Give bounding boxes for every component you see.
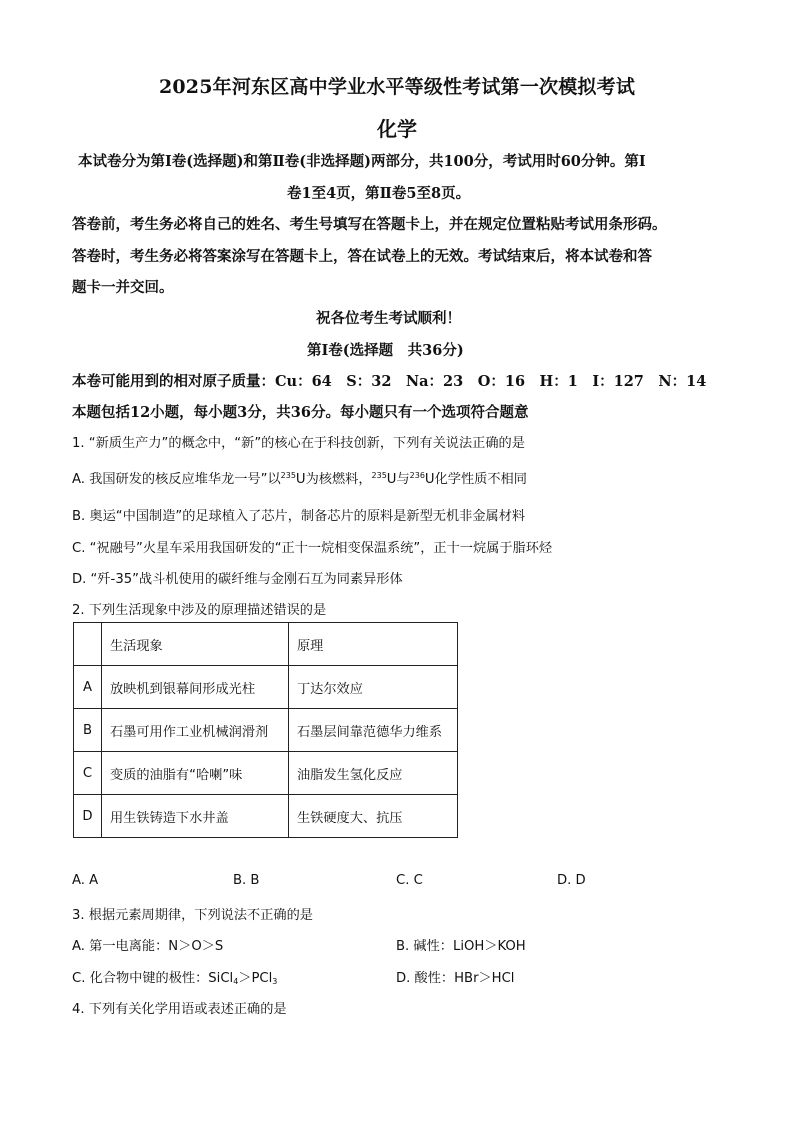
table-row xyxy=(74,709,458,752)
q3-stem: 3. 根据元素周期律，下列说法不正确的是 xyxy=(72,908,313,923)
q2-table xyxy=(73,622,458,838)
table-cell: 用生铁铸造下水井盖 xyxy=(102,795,289,838)
intro-line-4: 答卷时，考生务必将答案涂写在答题卡上，答在试卷上的无效。考试结束后，将本试卷和答 xyxy=(72,248,652,265)
table-cell: 石墨可用作工业机械润滑剂 xyxy=(102,709,289,752)
q3-option-d: D. 酸性：HBr＞HCl xyxy=(396,971,515,986)
table-cell: 放映机到银幕间形成光柱 xyxy=(102,666,289,709)
exam-title: 2025年河东区高中学业水平等级性考试第一次模拟考试 xyxy=(158,76,636,98)
q2-option-a: A. A xyxy=(72,873,99,888)
table-header-cell xyxy=(74,623,102,666)
q1-option-d: D. “歼-35”战斗机使用的碳纤维与金刚石互为同素异形体 xyxy=(72,572,403,587)
table-cell: 丁达尔效应 xyxy=(289,666,458,709)
table-cell: 油脂发生氢化反应 xyxy=(289,752,458,795)
q1-stem: 1. “新质生产力”的概念中，“新”的核心在于科技创新，下列有关说法正确的是 xyxy=(72,436,525,451)
q2-option-d: D. D xyxy=(557,873,586,888)
table-cell: B xyxy=(74,709,102,752)
q1-option-b: B. 奥运“中国制造”的足球植入了芯片，制备芯片的原料是新型无机非金属材料 xyxy=(72,509,526,524)
table-row xyxy=(74,795,458,838)
table-cell: A xyxy=(74,666,102,709)
q4-stem: 4. 下列有关化学用语或表述正确的是 xyxy=(72,1002,287,1017)
q2-option-b: B. B xyxy=(233,873,260,888)
table-cell: 生铁硬度大、抗压 xyxy=(289,795,458,838)
intro-line-1: 本试卷分为第Ⅰ卷(选择题)和第Ⅱ卷(非选择题)两部分，共100分，考试用时60分钟。第Ⅰ xyxy=(78,153,646,170)
q1-option-c: C. “祝融号”火星车采用我国研发的“正十一烷相变保温系统”，正十一烷属于脂环烃 xyxy=(72,541,553,556)
atomic-masses: 本卷可能用到的相对原子质量：Cu：64 S：32 Na：23 O：16 H：1 I：127 N：14 xyxy=(72,373,707,390)
wish-text: 祝各位考生考试顺利！ xyxy=(316,310,461,327)
q2-stem: 2. 下列生活现象中涉及的原理描述错误的是 xyxy=(72,603,327,618)
q3-option-b: B. 碱性：LiOH＞KOH xyxy=(396,939,526,954)
table-cell: 石墨层间靠范德华力维系 xyxy=(289,709,458,752)
table-header-cell: 原理 xyxy=(289,623,458,666)
table-cell: 变质的油脂有“哈喇”味 xyxy=(102,752,289,795)
q2-option-c: C. C xyxy=(396,873,423,888)
table-cell: C xyxy=(74,752,102,795)
intro-line-3: 答卷前，考生务必将自己的姓名、考生号填写在答题卡上，并在规定位置粘贴考试用条形码。 xyxy=(72,216,667,233)
section-instruction: 本题包括12小题，每小题3分，共36分。每小题只有一个选项符合题意 xyxy=(72,404,529,421)
q3-option-a: A. 第一电离能：N＞O＞S xyxy=(72,939,224,954)
q3-option-c: C. 化合物中键的极性：SiCl$_4$＞PCl$_3$ xyxy=(72,971,278,986)
table-header-row xyxy=(74,623,458,666)
q1-option-a: A. 我国研发的核反应堆华龙一号”以$^{235}$U为核燃料，$^{235}$U与$^{236}$U化学性质不相同 xyxy=(72,471,527,487)
table-row xyxy=(74,752,458,795)
table-header-cell: 生活现象 xyxy=(102,623,289,666)
subject-title: 化学 xyxy=(377,117,417,141)
table-cell: D xyxy=(74,795,102,838)
intro-line-5: 题卡一并交回。 xyxy=(72,279,174,296)
section-heading: 第Ⅰ卷(选择题 共36分) xyxy=(307,342,464,359)
intro-line-2: 卷1至4页，第Ⅱ卷5至8页。 xyxy=(287,185,471,202)
table-row xyxy=(74,666,458,709)
